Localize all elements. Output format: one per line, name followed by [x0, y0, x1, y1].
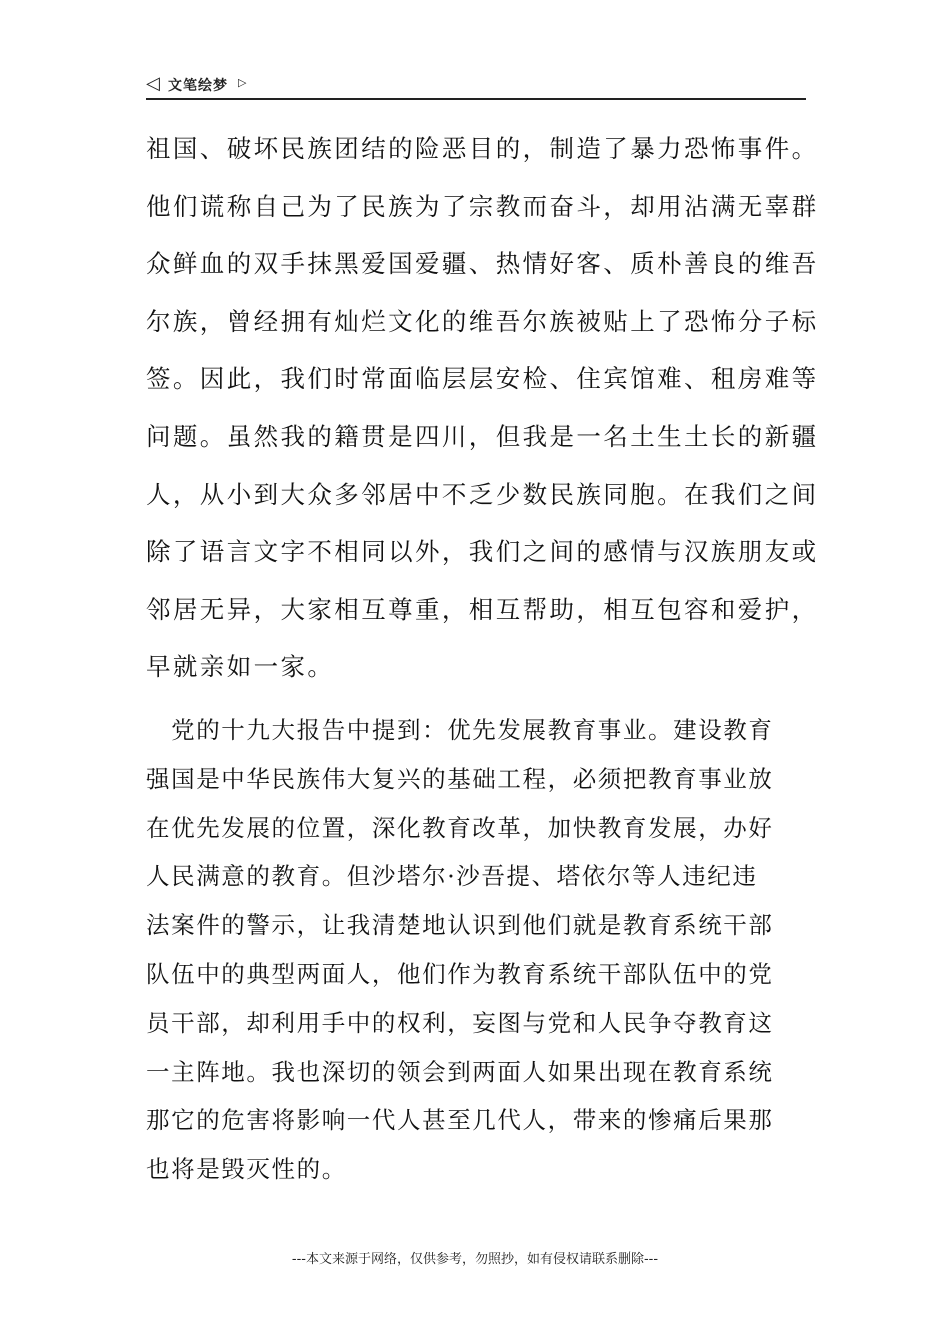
text-line: 他们谎称自己为了民族为了宗教而奋斗，却用沾满无辜群	[146, 191, 819, 221]
text-line: 人，从小到大众多邻居中不乏少数民族同胞。在我们之间	[146, 479, 819, 509]
text-line: 党的十九大报告中提到：优先发展教育事业。建设教育	[146, 716, 774, 744]
page-header	[146, 72, 806, 100]
text-line: 在优先发展的位置，深化教育改革，加快教育发展，办好	[146, 813, 774, 842]
text-line: 一主阵地。我也深切的领会到两面人如果出现在教育系统	[146, 1057, 774, 1086]
text-line: 尔族，曾经拥有灿烂文化的维吾尔族被贴上了恐怖分子标	[146, 306, 819, 336]
header-title: 文笔绘梦	[168, 78, 228, 94]
text-line: 法案件的警示，让我清楚地认识到他们就是教育系统干部	[146, 911, 774, 940]
text-line: 问题。虽然我的籍贯是四川，但我是一名土生土长的新疆	[146, 421, 819, 451]
text-line: 签。因此，我们时常面临层层安检、住宾馆难、租房难等	[146, 364, 819, 394]
text-line: 除了语言文字不相同以外，我们之间的感情与汉族朋友或	[146, 537, 819, 567]
paragraph-1	[146, 120, 819, 696]
text-line: 也将是毁灭性的。	[146, 1155, 347, 1184]
text-line: 队伍中的典型两面人，他们作为教育系统干部队伍中的党	[146, 959, 774, 988]
text-line: 强国是中华民族伟大复兴的基础工程，必须把教育事业放	[146, 764, 774, 793]
page-footer-disclaimer: ---本文来源于网络，仅供参考，勿照抄，如有侵权请联系删除---	[291, 1252, 659, 1267]
text-line: 早就亲如一家。	[146, 652, 335, 682]
text-line: 那它的危害将影响一代人甚至几代人，带来的惨痛后果那	[146, 1106, 774, 1135]
text-line: 员干部，却利用手中的权利，妄图与党和人民争夺教育这	[146, 1008, 774, 1037]
text-line: 邻居无异，大家相互尊重，相互帮助，相互包容和爱护，	[146, 594, 819, 624]
text-line: 人民满意的教育。但沙塔尔·沙吾提、塔依尔等人违纪违	[146, 862, 758, 891]
paragraph-2	[146, 706, 786, 1194]
right-triangle-icon: ▷	[238, 76, 247, 89]
left-triangle-icon: ◁	[146, 73, 160, 94]
text-line: 众鲜血的双手抹黑爱国爱疆、热情好客、质朴善良的维吾	[146, 249, 819, 279]
text-line: 祖国、破坏民族团结的险恶目的，制造了暴力恐怖事件。	[146, 134, 819, 163]
